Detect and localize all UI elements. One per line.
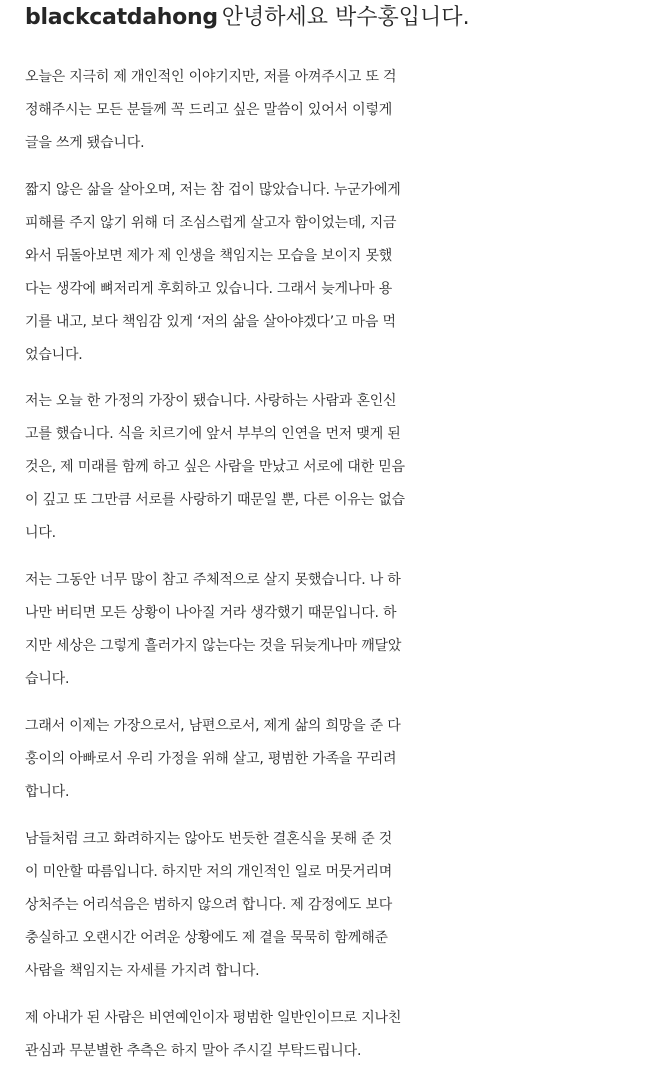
caption-line: 다는 생각에 뼈저리게 후회하고 있습니다. 그래서 늦게나마 용: [25, 281, 393, 297]
caption-paragraph: [25, 823, 655, 988]
caption-line: 나만 버티면 모든 상황이 나아질 거라 생각했기 때문입니다. 하: [25, 605, 397, 621]
caption-line: 습니다.: [25, 671, 70, 687]
username-link[interactable]: blackcatdahong: [25, 5, 218, 30]
caption-line: 것은, 제 미래를 함께 하고 싶은 사람을 만났고 서로에 대한 믿음: [25, 459, 405, 475]
caption-line: 오늘은 지극히 제 개인적인 이야기지만, 저를 아껴주시고 또 걱: [25, 69, 397, 85]
caption-paragraph: [25, 174, 655, 372]
caption-paragraph: [25, 710, 655, 809]
caption-line: 짧지 않은 삶을 살아오며, 저는 참 겁이 많았습니다. 누군가에게: [25, 182, 401, 198]
caption-line: 이 깊고 또 그만큼 서로를 사랑하기 때문일 뿐, 다른 이유는 없습: [25, 492, 405, 508]
caption-line: 었습니다.: [25, 347, 83, 363]
caption-paragraph: [25, 564, 655, 696]
caption-line: 사람을 책임지는 자세를 가지려 합니다.: [25, 963, 260, 979]
caption-line: 그래서 이제는 가장으로서, 남편으로서, 제게 삶의 희망을 준 다: [25, 718, 401, 734]
caption-line: 관심과 무분별한 추측은 하지 말아 주시길 부탁드립니다.: [25, 1043, 362, 1059]
caption-line: 글을 쓰게 됐습니다.: [25, 135, 145, 151]
caption-line: 지만 세상은 그렇게 흘러가지 않는다는 것을 뒤늦게나마 깨달았: [25, 638, 402, 654]
greeting-text: 안녕하세요 박수홍입니다.: [221, 5, 470, 30]
caption-line: 기를 내고, 보다 책임감 있게 ‘저의 삶을 살아야겠다’고 마음 먹: [25, 314, 396, 330]
caption-line: 이 미안할 따름입니다. 하지만 저의 개인적인 일로 머뭇거리며: [25, 864, 393, 880]
caption-paragraph: [25, 61, 655, 160]
caption-paragraph: [25, 385, 655, 550]
caption-line: 홍이의 아빠로서 우리 가정을 위해 살고, 평범한 가족을 꾸리려: [25, 751, 397, 767]
caption-paragraph: [25, 1002, 655, 1068]
caption-line: 합니다.: [25, 784, 70, 800]
caption-line: 니다.: [25, 525, 56, 541]
caption-line: 고를 했습니다. 식을 치르기에 앞서 부부의 인연을 먼저 맺게 된: [25, 426, 401, 442]
caption-line: 정해주시는 모든 분들께 꼭 드리고 싶은 말씀이 있어서 이렇게: [25, 102, 393, 118]
caption-line: 남들처럼 크고 화려하지는 않아도 번듯한 결혼식을 못해 준 것: [25, 831, 393, 847]
caption-header: [25, 2, 470, 34]
caption-line: 제 아내가 된 사람은 비연예인이자 평범한 일반인이므로 지나친: [25, 1010, 402, 1026]
caption-line: 상처주는 어리석음은 범하지 않으려 합니다. 제 감정에도 보다: [25, 897, 393, 913]
caption-line: 와서 뒤돌아보면 제가 제 인생을 책임지는 모습을 보이지 못했: [25, 248, 393, 264]
caption-line: 저는 그동안 너무 많이 참고 주체적으로 살지 못했습니다. 나 하: [25, 572, 401, 588]
caption-line: 충실하고 오랜시간 어려운 상황에도 제 곁을 묵묵히 함께해준: [25, 930, 388, 946]
caption-line: 저는 오늘 한 가정의 가장이 됐습니다. 사랑하는 사람과 혼인신: [25, 393, 397, 409]
caption-line: 피해를 주지 않기 위해 더 조심스럽게 살고자 함이었는데, 지금: [25, 215, 397, 231]
